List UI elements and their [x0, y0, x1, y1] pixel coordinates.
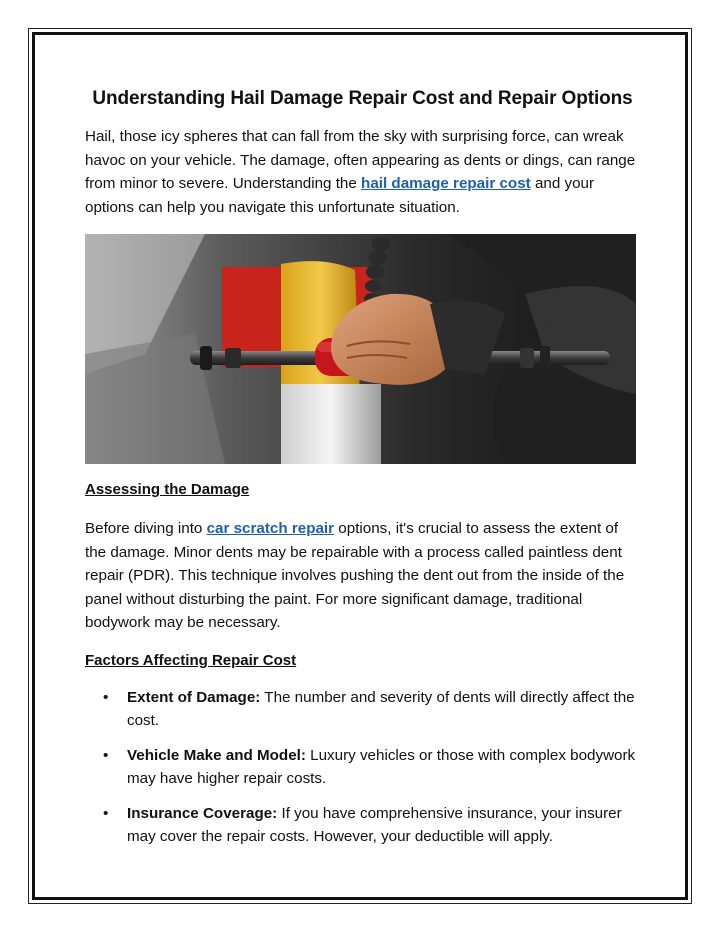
factor-description: The number and severity of dents will directly affect the cost.: [127, 688, 635, 729]
factor-term: Extent of Damage:: [127, 688, 261, 706]
list-item: [85, 686, 640, 732]
factor-description: If you have comprehensive insurance, your insurer may cover the repair costs. However, your deductible will apply.: [127, 804, 622, 845]
assessing-paragraph: [85, 517, 640, 635]
section-heading-factors: Factors Affecting Repair Cost: [85, 651, 297, 669]
bullet-icon: •: [103, 746, 109, 764]
hail-damage-repair-cost-link[interactable]: hail damage repair cost: [361, 175, 531, 192]
intro-paragraph: [85, 125, 640, 219]
factor-term: Insurance Coverage:: [127, 804, 278, 822]
section-heading-assessing: Assessing the Damage: [85, 481, 250, 498]
bullet-icon: •: [103, 688, 109, 706]
dent-puller-photo: [85, 234, 636, 464]
bullet-icon: •: [103, 804, 109, 822]
page-title: Understanding Hail Damage Repair Cost and Repair Options: [92, 88, 633, 109]
assessing-text-start: Before diving into: [85, 520, 207, 537]
list-item: [85, 744, 640, 790]
document-body: [85, 86, 640, 860]
factor-term: Vehicle Make and Model:: [127, 746, 306, 764]
factors-list: [85, 686, 640, 848]
car-scratch-repair-link[interactable]: car scratch repair: [206, 520, 335, 537]
list-item: [85, 802, 640, 848]
factor-description: Luxury vehicles or those with complex bodywork may have higher repair costs.: [127, 746, 636, 787]
intro-text-end: and your options can help you navigate this unfortunate situation.: [85, 175, 595, 216]
assessing-text-end: options, it's crucial to assess the extent of the damage. Minor dents may be repairable with a process called paintless dent repair (PDR). This technique involves pushing the dent out from the inside of the panel without disturbing the paint. For more significant damage, traditional bodywork may be necessary.: [85, 520, 625, 631]
intro-text-start: Hail, those icy spheres that can fall from the sky with surprising force, can wreak havoc on your vehicle. The damage, often appearing as dents or dings, can range from minor to severe. Understanding the: [85, 128, 636, 192]
